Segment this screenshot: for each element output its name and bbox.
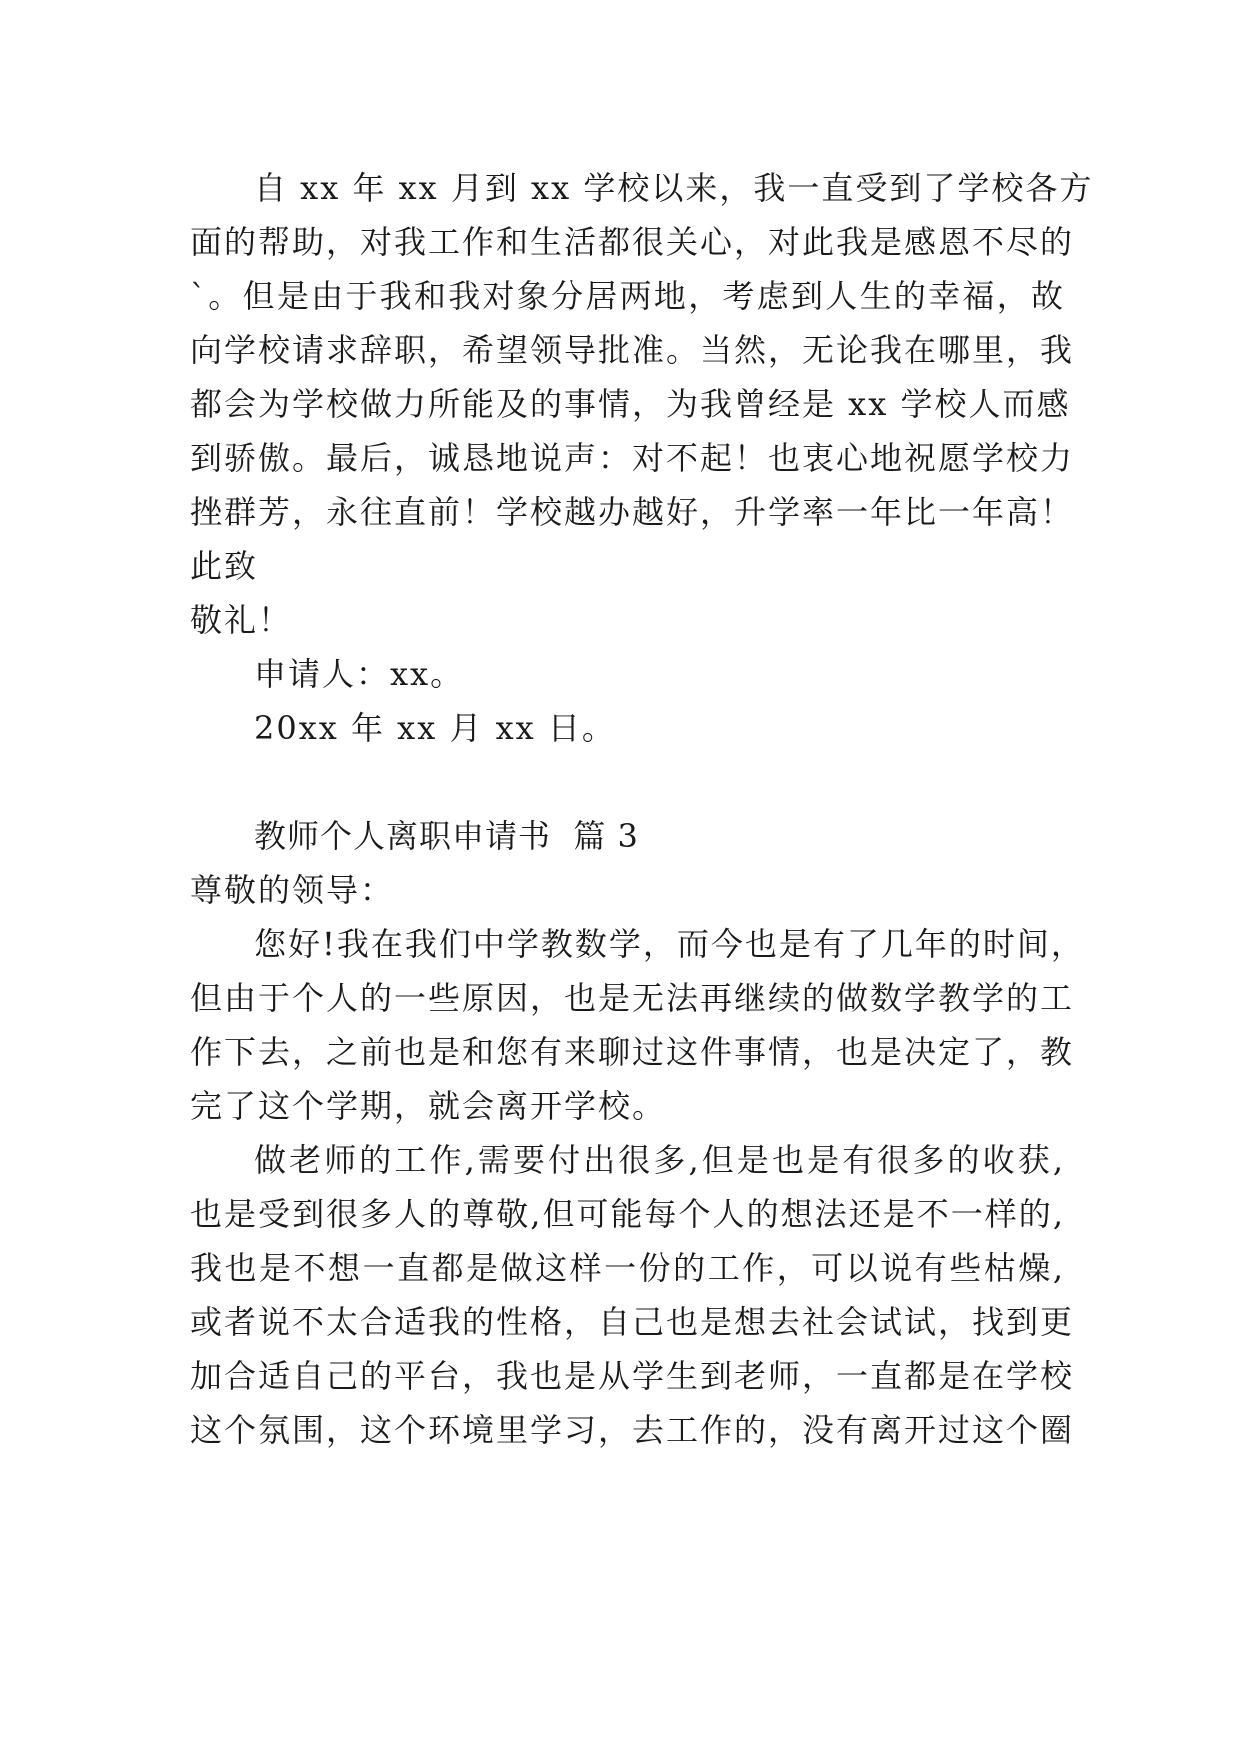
paragraph-2-line-1: 您好!我在我们中学教数学，而今也是有了几年的时间， (254, 925, 1085, 963)
salutation: 尊敬的领导： (190, 871, 395, 909)
paragraph-1-line-7: 挫群芳，永往直前！学校越办越好，升学率一年比一年高！ (190, 493, 1075, 531)
paragraph-3-line-5: 加合适自己的平台，我也是从学生到老师，一直都是在学校 (190, 1357, 1075, 1395)
paragraph-2-line-2: 但由于个人的一些原因，也是无法再继续的做数学教学的工 (190, 979, 1075, 1017)
paragraph-1-line-4: 向学校请求辞职，希望领导批准。当然，无论我在哪里，我 (190, 331, 1075, 369)
paragraph-3-line-2: 也是受到很多人的尊敬,但可能每个人的想法还是不一样的, (190, 1195, 1065, 1233)
section-title: 教师个人离职申请书 篇 3 (254, 817, 639, 855)
paragraph-2-line-3: 作下去，之前也是和您有来聊过这件事情，也是决定了，教 (190, 1033, 1075, 1071)
closing-cizhi: 此致 (190, 547, 259, 585)
paragraph-3-line-4: 或者说不太合适我的性格，自己也是想去社会试试，找到更 (190, 1303, 1075, 1341)
paragraph-1-line-2: 面的帮助，对我工作和生活都很关心，对此我是感恩不尽的 (190, 223, 1075, 261)
paragraph-3-line-6: 这个氛围，这个环境里学习，去工作的，没有离开过这个圈 (190, 1411, 1075, 1449)
paragraph-3-line-1: 做老师的工作,需要付出很多,但是也是有很多的收获, (254, 1141, 1065, 1179)
paragraph-3-line-3: 我也是不想一直都是做这样一份的工作，可以说有些枯燥, (190, 1249, 1065, 1287)
paragraph-1-line-1: 自 xx 年 xx 月到 xx 学校以来，我一直受到了学校各方 (254, 169, 1094, 207)
signature-date: 20xx 年 xx 月 xx 日。 (254, 709, 616, 747)
closing-jingli: 敬礼！ (190, 601, 293, 639)
paragraph-1-line-6: 到骄傲。最后，诚恳地说声：对不起！也衷心地祝愿学校力 (190, 439, 1075, 477)
paragraph-1-line-3: `。但是由于我和我对象分居两地，考虑到人生的幸福，故 (190, 277, 1065, 315)
paragraph-1-line-5: 都会为学校做力所能及的事情，为我曾经是 xx 学校人而感 (190, 385, 1071, 423)
paragraph-2-line-4: 完了这个学期，就会离开学校。 (190, 1087, 667, 1125)
signature-applicant: 申请人：xx。 (254, 655, 465, 693)
